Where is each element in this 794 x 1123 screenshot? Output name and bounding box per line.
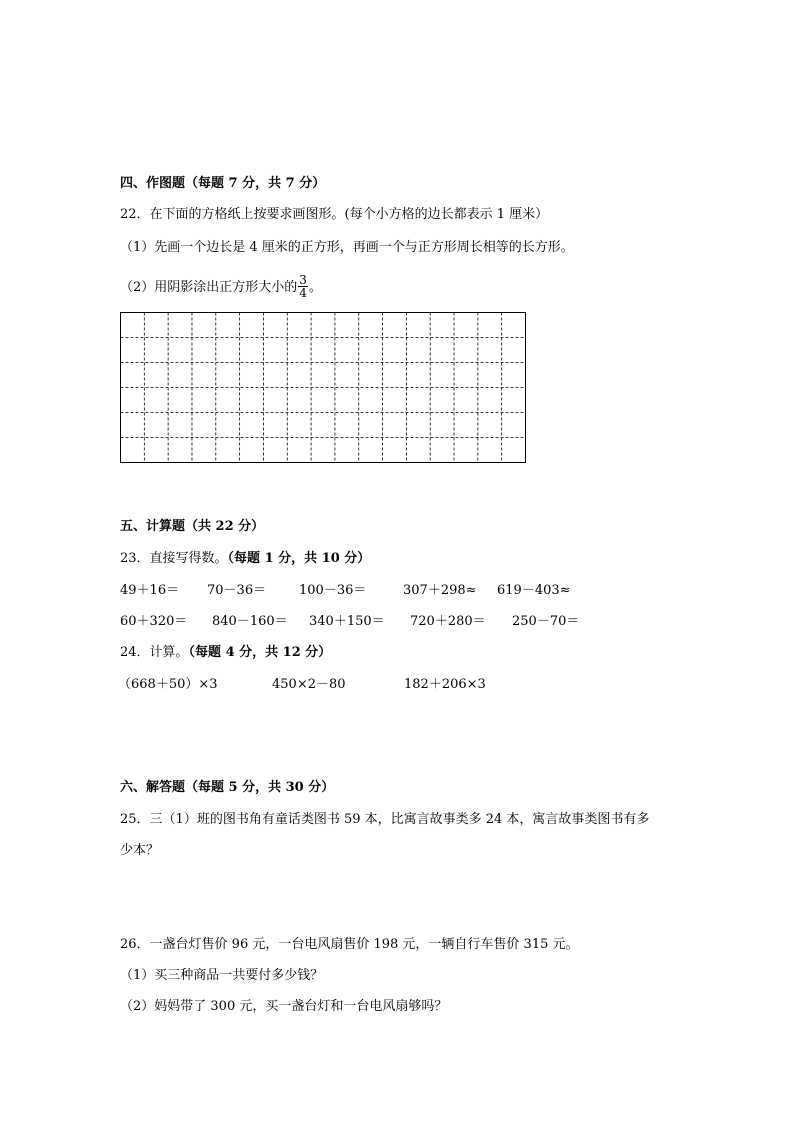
calc-item: 720＋280＝ <box>410 614 486 629</box>
graph-paper-grid[interactable] <box>120 312 528 464</box>
fraction-numerator: 3 <box>299 273 307 287</box>
question-22-part-1: （1）先画一个边长是 4 厘米的正方形，再画一个与正方形周长相等的长方形。 <box>120 240 574 255</box>
question-25-line-1: 25．三（1）班的图书角有童话类图书 59 本，比寓言故事类多 24 本，寓言故事类图书有多 <box>120 812 650 827</box>
calc-expression: 450×2－80 <box>272 677 346 692</box>
fraction-three-quarters <box>298 274 308 299</box>
fraction-denominator: 4 <box>299 286 307 300</box>
calc-item: 250－70＝ <box>512 614 580 629</box>
question-26-part-2: （2）妈妈带了 300 元，买一盏台灯和一台电风扇够吗？ <box>120 999 448 1014</box>
calc-item: 49＋16＝ <box>120 583 180 598</box>
question-24-stem <box>120 645 331 661</box>
calc-item: 340＋150＝ <box>309 614 385 629</box>
section-4-heading: 四、作图题（每题 7 分，共 7 分） <box>120 176 326 191</box>
calc-item: 70－36＝ <box>207 583 267 598</box>
question-23-label: 23．直接写得数。 <box>120 551 228 566</box>
question-22-part-2-text: （2）用阴影涂出正方形大小的 <box>120 280 298 295</box>
question-24-points: （每题 4 分，共 12 分） <box>188 645 332 660</box>
calc-item: 840－160＝ <box>212 614 288 629</box>
question-23-stem <box>120 551 370 567</box>
calc-item: 619－403≈ <box>497 583 571 598</box>
calc-item: 307＋298≈ <box>403 583 477 598</box>
section-6-heading: 六、解答题（每题 5 分，共 30 分） <box>120 780 335 795</box>
calc-expression: （668＋50）×3 <box>118 677 218 692</box>
question-26-stem: 26．一盏台灯售价 96 元，一台电风扇售价 198 元，一辆自行车售价 315 元。 <box>120 937 579 952</box>
calc-item: 60＋320＝ <box>120 614 188 629</box>
calc-expression: 182＋206×3 <box>404 677 486 692</box>
question-22-part-2 <box>120 275 322 300</box>
calc-item: 100－36＝ <box>299 583 367 598</box>
question-25-line-2: 少本？ <box>120 843 160 858</box>
question-22-stem: 22．在下面的方格纸上按要求画图形。(每个小方格的边长都表示 1 厘米） <box>120 207 549 222</box>
section-5-heading: 五、计算题（共 22 分） <box>120 519 265 534</box>
question-23-points: （每题 1 分，共 10 分） <box>227 551 371 566</box>
question-22-part-2-end: 。 <box>308 280 322 295</box>
question-24-label: 24．计算。 <box>120 645 189 660</box>
question-26-part-1: （1）买三种商品一共要付多少钱？ <box>120 968 324 983</box>
